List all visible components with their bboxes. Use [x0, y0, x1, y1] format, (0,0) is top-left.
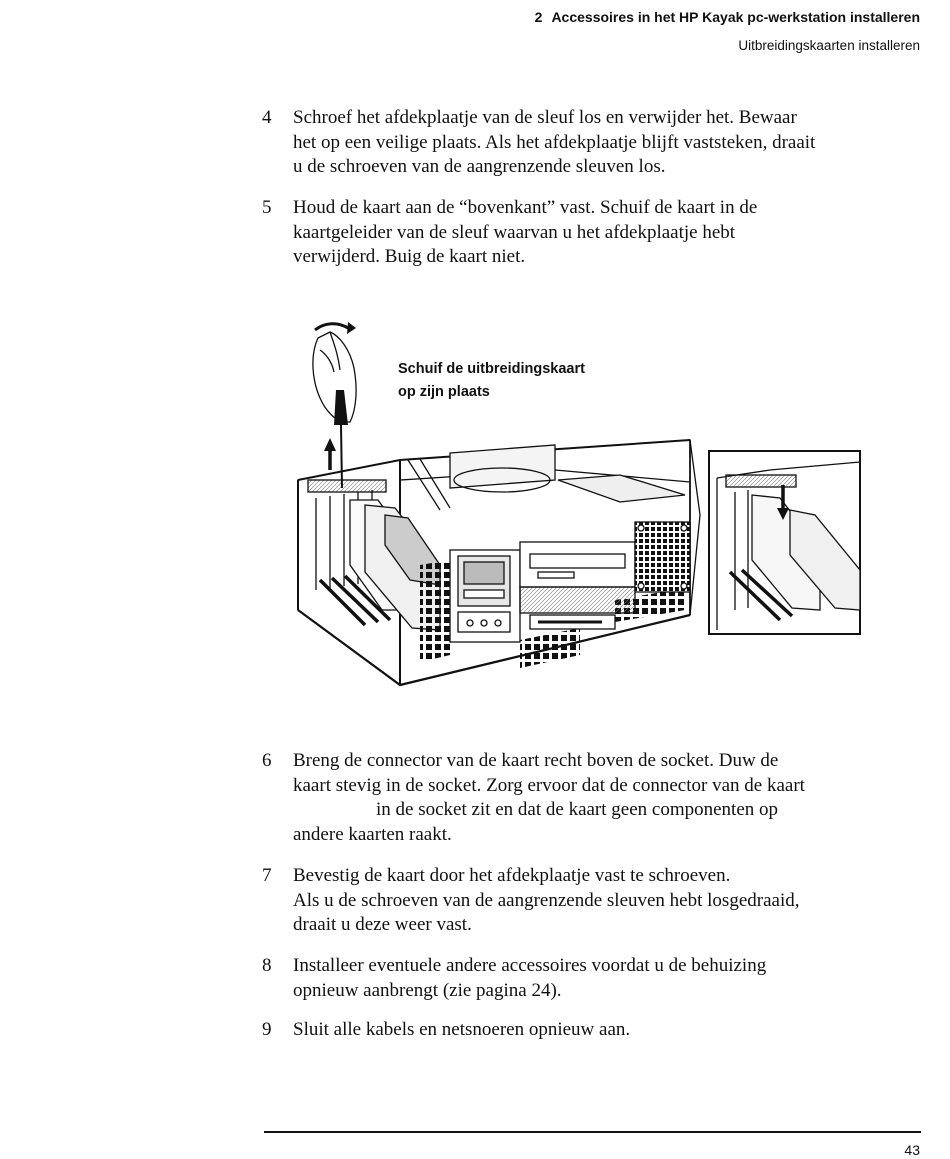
step-4 — [262, 106, 932, 180]
chapter-title: Accessoires in het HP Kayak pc-werkstation installeren — [551, 9, 920, 25]
step-line: andere kaarten raakt. — [293, 823, 452, 845]
footer-rule — [264, 1131, 921, 1133]
step-6 — [262, 749, 932, 847]
running-header-chapter — [535, 9, 920, 25]
chapter-number: 2 — [534, 9, 543, 25]
step-8 — [262, 954, 932, 1003]
running-header-section: Uitbreidingskaarten installeren — [738, 38, 920, 53]
callout-line: op zijn plaats — [398, 384, 490, 400]
step-line: het op een veilige plaats. Als het afdekplaatje blijft vaststeken, draait — [293, 131, 816, 153]
page-number: 43 — [904, 1142, 920, 1158]
step-9 — [262, 1018, 932, 1043]
step-line: kaartgeleider van de sleuf waarvan u het afdekplaatje hebt — [293, 221, 736, 243]
callout-line: Schuif de uitbreidingskaart — [398, 361, 585, 377]
step-text — [293, 864, 932, 938]
figure-callout — [398, 358, 585, 404]
step-text — [293, 106, 932, 180]
step-line: u de schroeven van de aangrenzende sleuven los. — [293, 156, 666, 177]
step-number: 5 — [262, 197, 272, 218]
step-number: 9 — [262, 1019, 272, 1040]
step-text — [293, 1018, 932, 1043]
step-number: 4 — [262, 107, 272, 128]
step-line: Installeer eventuele andere accessoires voordat u de behuizing — [293, 955, 767, 976]
step-line: Schroef het afdekplaatje van de sleuf los en verwijder het. Bewaar — [293, 107, 797, 128]
step-text — [293, 196, 932, 270]
step-line: kaart stevig in de socket. Zorg ervoor dat de connector van de kaart — [293, 774, 805, 796]
step-number: 8 — [262, 955, 272, 976]
step-number: 6 — [262, 750, 272, 771]
step-line: Houd de kaart aan de “bovenkant” vast. Schuif de kaart in de — [293, 197, 758, 218]
step-5 — [262, 196, 932, 270]
step-line: draait u deze weer vast. — [293, 914, 472, 935]
step-text — [293, 749, 932, 847]
step-text — [293, 954, 932, 1003]
step-line: Als u de schroeven van de aangrenzende sleuven hebt losgedraaid, — [293, 889, 800, 911]
step-line: verwijderd. Buig de kaart niet. — [293, 246, 526, 267]
step-7 — [262, 864, 932, 938]
step-line: in de socket zit en dat de kaart geen componenten op — [376, 799, 779, 820]
step-line: Bevestig de kaart door het afdekplaatje vast te schroeven. — [293, 865, 731, 886]
illustration-expansion-card-install — [290, 310, 870, 705]
step-line: Breng de connector van de kaart recht boven de socket. Duw de — [293, 750, 779, 771]
step-number: 7 — [262, 865, 272, 886]
step-line: opnieuw aanbrengt (zie pagina 24). — [293, 979, 562, 1001]
step-line: Sluit alle kabels en netsnoeren opnieuw aan. — [293, 1019, 631, 1040]
